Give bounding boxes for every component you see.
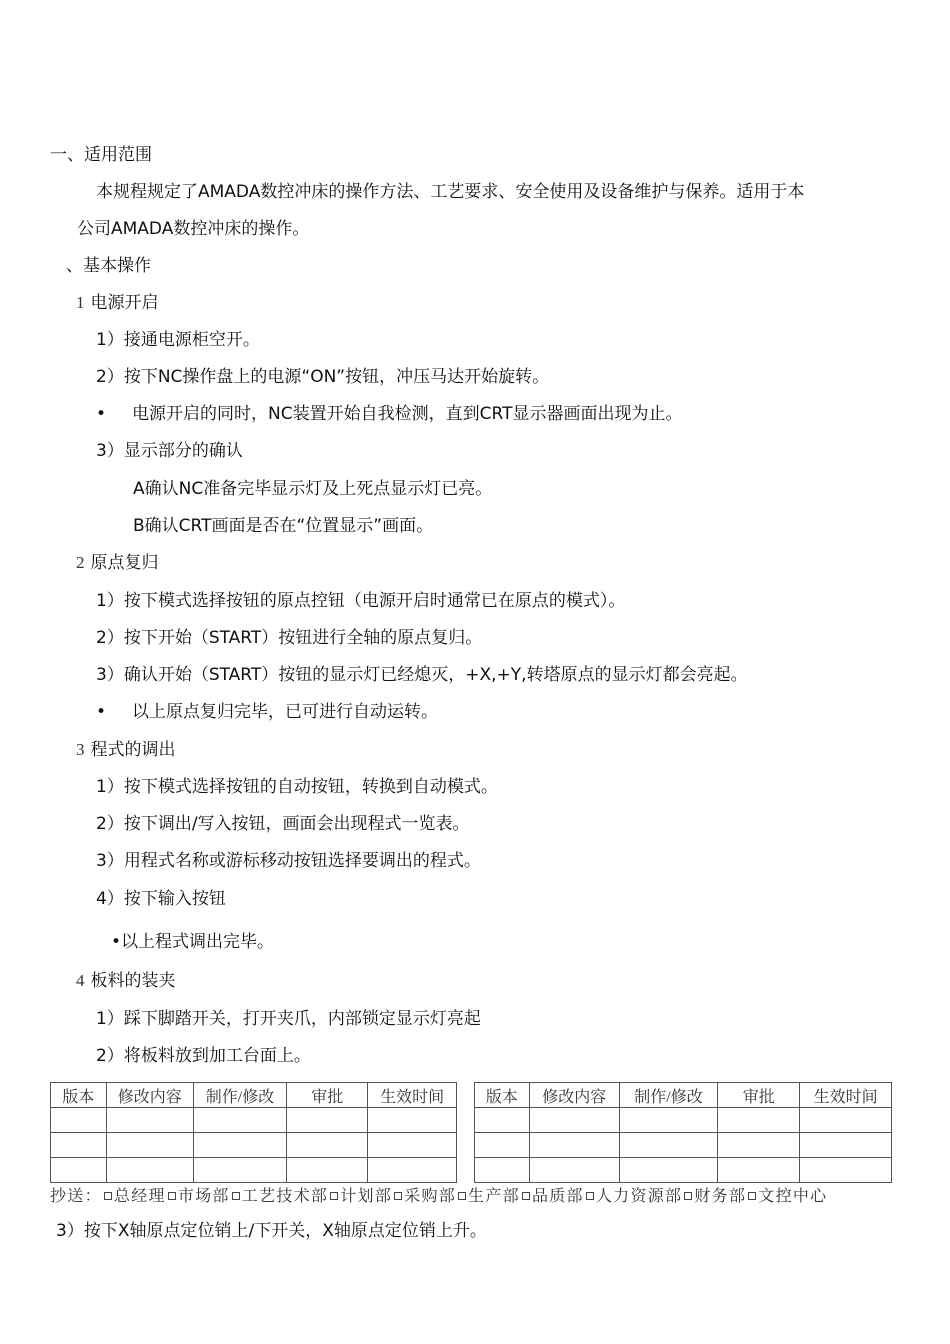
header-version: 版本: [51, 1083, 107, 1108]
checkbox-icon[interactable]: [168, 1192, 176, 1200]
section-heading-scope: 一、适用范围: [50, 145, 152, 165]
step-text: 1）按下模式选择按钮的自动按钮，转换到自动模式。: [96, 777, 498, 797]
subsection-heading-program-recall: [76, 739, 176, 761]
department-label: 采购部: [404, 1188, 457, 1205]
header-author: 制作/修改: [619, 1083, 718, 1108]
bullet-note: [96, 403, 682, 425]
step-text: 1）踩下脚踏开关，打开夹爪，内部锁定显示灯亮起: [96, 1009, 481, 1029]
subsection-heading-origin-return: [76, 552, 159, 574]
distribution-line: [50, 1186, 895, 1208]
step-text: 3）用程式名称或游标移动按钮选择要调出的程式。: [96, 851, 481, 871]
revision-table-left: [50, 1082, 457, 1183]
checkbox-icon[interactable]: [330, 1192, 338, 1200]
department-label: 工艺技术部: [241, 1188, 329, 1205]
subsection-number: 1: [76, 293, 85, 312]
department-label: 品质部: [531, 1188, 584, 1205]
subsection-number: 4: [76, 971, 85, 990]
bullet-icon: •: [96, 404, 107, 424]
checkbox-icon[interactable]: [458, 1192, 466, 1200]
subsection-number: 3: [76, 740, 85, 759]
subsection-title: 程式的调出: [90, 740, 176, 760]
scope-paragraph-line-1: 本规程规定了AMADA数控冲床的操作方法、工艺要求、安全使用及设备维护与保养。适用于本: [96, 182, 805, 202]
distribution-label: 抄送：: [50, 1188, 102, 1205]
table-row: [51, 1133, 457, 1158]
header-change-content: 修改内容: [529, 1083, 619, 1108]
table-header-row: [51, 1083, 457, 1108]
checkbox-icon[interactable]: [232, 1192, 240, 1200]
table-row: [475, 1108, 892, 1133]
subsection-title: 电源开启: [90, 293, 159, 313]
note-text: 电源开启的同时，NC装置开始自我检测，直到CRT显示器画面出现为止。: [132, 404, 683, 424]
step-text: 3）确认开始（START）按钮的显示灯已经熄灭，+X,+Y,转塔原点的显示灯都会亮起。: [96, 665, 748, 685]
table-row: [51, 1158, 457, 1183]
step-text: 4）按下输入按钮: [96, 889, 226, 909]
header-approval: 审批: [718, 1083, 800, 1108]
checkbox-icon[interactable]: [684, 1192, 692, 1200]
header-approval: 审批: [287, 1083, 368, 1108]
step-text: 2）将板料放到加工台面上。: [96, 1046, 311, 1066]
table-header-row: [475, 1083, 892, 1108]
department-label: 文控中心: [758, 1188, 828, 1205]
step-text: 3）显示部分的确认: [96, 441, 243, 461]
table-row: [475, 1158, 892, 1183]
bullet-icon: •: [96, 702, 107, 722]
step-text: 2）按下开始（START）按钮进行全轴的原点复归。: [96, 628, 483, 648]
checkbox-icon[interactable]: [394, 1192, 402, 1200]
department-label: 人力资源部: [595, 1188, 683, 1205]
step-text: 2）按下NC操作盘上的电源“ON”按钮，冲压马达开始旋转。: [96, 367, 550, 387]
header-effective-date: 生效时间: [800, 1083, 892, 1108]
header-effective-date: 生效时间: [368, 1083, 457, 1108]
subsection-heading-power-on: [76, 292, 159, 314]
bullet-note: [96, 701, 438, 723]
header-version: 版本: [475, 1083, 530, 1108]
checkbox-icon[interactable]: [104, 1192, 112, 1200]
subsection-heading-sheet-clamping: [76, 970, 176, 992]
checkbox-icon[interactable]: [748, 1192, 756, 1200]
checkbox-icon[interactable]: [586, 1192, 594, 1200]
table-row: [51, 1108, 457, 1133]
scope-paragraph-line-2: 公司AMADA数控冲床的操作。: [77, 219, 310, 239]
step-text: 3）按下X轴原点定位销上/下开关，X轴原点定位销上升。: [56, 1221, 487, 1241]
department-label: 市场部: [177, 1188, 230, 1205]
table-row: [475, 1133, 892, 1158]
department-label: 财务部: [694, 1188, 747, 1205]
distribution-departments: [102, 1188, 828, 1205]
step-text: 2）按下调出/写入按钮，画面会出现程式一览表。: [96, 814, 470, 834]
subsection-number: 2: [76, 553, 85, 572]
header-change-content: 修改内容: [106, 1083, 193, 1108]
note-text: 以上原点复归完毕，已可进行自动运转。: [132, 702, 439, 722]
subsection-title: 原点复归: [90, 553, 159, 573]
note-text: •以上程式调出完毕。: [111, 932, 275, 952]
check-item: B确认CRT画面是否在“位置显示”画面。: [133, 516, 434, 536]
revision-table-right: [474, 1082, 892, 1183]
step-text: 1）接通电源柜空开。: [96, 330, 260, 350]
checkbox-icon[interactable]: [522, 1192, 530, 1200]
department-label: 计划部: [340, 1188, 393, 1205]
department-label: 总经理: [113, 1188, 166, 1205]
step-text: 1）按下模式选择按钮的原点控钮（电源开启时通常已在原点的模式）。: [96, 591, 626, 611]
section-heading-basic-operation: 、基本操作: [66, 256, 151, 276]
header-author: 制作/修改: [193, 1083, 287, 1108]
check-item: A确认NC准备完毕显示灯及上死点显示灯已亮。: [133, 479, 493, 499]
department-label: 生产部: [468, 1188, 520, 1205]
subsection-title: 板料的装夹: [90, 971, 176, 991]
